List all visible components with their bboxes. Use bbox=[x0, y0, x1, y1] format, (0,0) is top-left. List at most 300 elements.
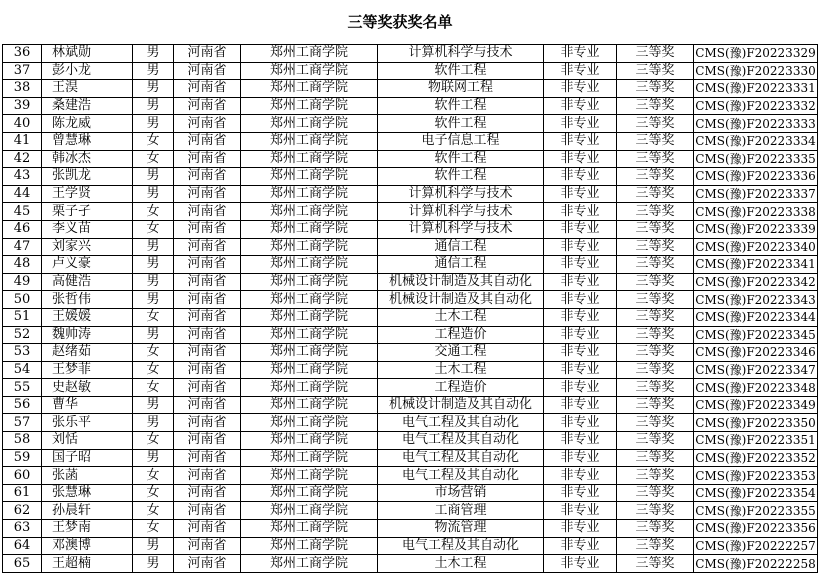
gender-cell: 女 bbox=[133, 203, 174, 221]
table-row bbox=[3, 273, 818, 291]
school-cell: 郑州工商学院 bbox=[241, 308, 378, 326]
award-level-cell: 三等奖 bbox=[617, 273, 694, 291]
award-table bbox=[2, 44, 818, 573]
row-number-cell: 60 bbox=[3, 467, 42, 485]
award-level-cell: 三等奖 bbox=[617, 185, 694, 203]
row-number-cell: 39 bbox=[3, 97, 42, 115]
category-cell: 非专业 bbox=[544, 220, 617, 238]
name-cell: 张菡 bbox=[42, 467, 133, 485]
province-cell: 河南省 bbox=[174, 555, 241, 573]
certificate-number-cell: CMS(豫)F20222258 bbox=[695, 556, 816, 571]
certificate-number-cell: CMS(豫)F20223329 bbox=[695, 46, 816, 61]
province-cell: 河南省 bbox=[174, 62, 241, 80]
major-cell: 机械设计制造及其自动化 bbox=[378, 291, 544, 309]
category-cell: 非专业 bbox=[544, 414, 617, 432]
table-row bbox=[3, 379, 818, 397]
province-cell: 河南省 bbox=[174, 520, 241, 538]
school-cell: 郑州工商学院 bbox=[241, 273, 378, 291]
table-row bbox=[3, 220, 818, 238]
school-cell: 郑州工商学院 bbox=[241, 326, 378, 344]
row-number-cell: 48 bbox=[3, 256, 42, 274]
name-cell: 王淏 bbox=[42, 80, 133, 98]
row-number-cell: 52 bbox=[3, 326, 42, 344]
certificate-number-cell: CMS(豫)F20223343 bbox=[695, 292, 816, 307]
name-cell: 高健浩 bbox=[42, 273, 133, 291]
name-cell: 刘家兴 bbox=[42, 238, 133, 256]
name-cell: 张慧琳 bbox=[42, 484, 133, 502]
major-cell: 物流管理 bbox=[378, 520, 544, 538]
row-number-cell: 45 bbox=[3, 203, 42, 221]
province-cell: 河南省 bbox=[174, 414, 241, 432]
province-cell: 河南省 bbox=[174, 168, 241, 186]
certificate-number-cell: CMS(豫)F20223354 bbox=[695, 486, 816, 501]
major-cell: 电气工程及其自动化 bbox=[378, 467, 544, 485]
row-number-cell: 44 bbox=[3, 185, 42, 203]
major-cell: 物联网工程 bbox=[378, 80, 544, 98]
award-level-cell: 三等奖 bbox=[617, 502, 694, 520]
name-cell: 桑建浩 bbox=[42, 97, 133, 115]
name-cell: 王超楠 bbox=[42, 555, 133, 573]
award-level-cell: 三等奖 bbox=[617, 344, 694, 362]
name-cell: 赵绪茹 bbox=[42, 344, 133, 362]
certificate-number-cell: CMS(豫)F20223351 bbox=[695, 433, 816, 448]
category-cell: 非专业 bbox=[544, 150, 617, 168]
gender-cell: 女 bbox=[133, 520, 174, 538]
page-title: 三等奖获奖名单 bbox=[347, 13, 453, 31]
name-cell: 曾慧琳 bbox=[42, 132, 133, 150]
table-row bbox=[3, 115, 818, 133]
award-level-cell: 三等奖 bbox=[617, 326, 694, 344]
gender-cell: 男 bbox=[133, 97, 174, 115]
table-row bbox=[3, 484, 818, 502]
category-cell: 非专业 bbox=[544, 502, 617, 520]
province-cell: 河南省 bbox=[174, 537, 241, 555]
category-cell: 非专业 bbox=[544, 555, 617, 573]
name-cell: 王梦菲 bbox=[42, 361, 133, 379]
certificate-number-cell: CMS(豫)F20223334 bbox=[695, 134, 816, 149]
certificate-number-cell: CMS(豫)F20223345 bbox=[695, 327, 816, 342]
name-cell: 张凯龙 bbox=[42, 168, 133, 186]
row-number-cell: 42 bbox=[3, 150, 42, 168]
table-row bbox=[3, 344, 818, 362]
name-cell: 李义苗 bbox=[42, 220, 133, 238]
table-row bbox=[3, 537, 818, 555]
row-number-cell: 65 bbox=[3, 555, 42, 573]
school-cell: 郑州工商学院 bbox=[241, 555, 378, 573]
name-cell: 王媛媛 bbox=[42, 308, 133, 326]
school-cell: 郑州工商学院 bbox=[241, 502, 378, 520]
certificate-number-cell: CMS(豫)F20223338 bbox=[695, 204, 816, 219]
award-level-cell: 三等奖 bbox=[617, 449, 694, 467]
major-cell: 电气工程及其自动化 bbox=[378, 432, 544, 450]
major-cell: 市场营销 bbox=[378, 484, 544, 502]
table-row bbox=[3, 502, 818, 520]
name-cell: 韩冰杰 bbox=[42, 150, 133, 168]
award-level-cell: 三等奖 bbox=[617, 396, 694, 414]
major-cell: 计算机科学与技术 bbox=[378, 220, 544, 238]
award-level-cell: 三等奖 bbox=[617, 256, 694, 274]
school-cell: 郑州工商学院 bbox=[241, 537, 378, 555]
name-cell: 王学贤 bbox=[42, 185, 133, 203]
major-cell: 电子信息工程 bbox=[378, 132, 544, 150]
province-cell: 河南省 bbox=[174, 115, 241, 133]
award-level-cell: 三等奖 bbox=[617, 432, 694, 450]
certificate-number-cell: CMS(豫)F20222257 bbox=[695, 538, 816, 553]
province-cell: 河南省 bbox=[174, 396, 241, 414]
row-number-cell: 63 bbox=[3, 520, 42, 538]
row-number-cell: 53 bbox=[3, 344, 42, 362]
certificate-number-cell: CMS(豫)F20223333 bbox=[695, 116, 816, 131]
award-level-cell: 三等奖 bbox=[617, 203, 694, 221]
gender-cell: 男 bbox=[133, 168, 174, 186]
name-cell: 彭小龙 bbox=[42, 62, 133, 80]
category-cell: 非专业 bbox=[544, 45, 617, 63]
province-cell: 河南省 bbox=[174, 273, 241, 291]
school-cell: 郑州工商学院 bbox=[241, 132, 378, 150]
row-number-cell: 41 bbox=[3, 132, 42, 150]
row-number-cell: 61 bbox=[3, 484, 42, 502]
certificate-number-cell: CMS(豫)F20223348 bbox=[695, 380, 816, 395]
category-cell: 非专业 bbox=[544, 308, 617, 326]
certificate-number-cell: CMS(豫)F20223346 bbox=[695, 345, 816, 360]
gender-cell: 男 bbox=[133, 62, 174, 80]
school-cell: 郑州工商学院 bbox=[241, 361, 378, 379]
award-level-cell: 三等奖 bbox=[617, 168, 694, 186]
certificate-number-cell: CMS(豫)F20223341 bbox=[695, 257, 816, 272]
row-number-cell: 37 bbox=[3, 62, 42, 80]
certificate-number-cell: CMS(豫)F20223339 bbox=[695, 222, 816, 237]
major-cell: 电气工程及其自动化 bbox=[378, 449, 544, 467]
major-cell: 通信工程 bbox=[378, 256, 544, 274]
gender-cell: 女 bbox=[133, 432, 174, 450]
table-row bbox=[3, 132, 818, 150]
gender-cell: 女 bbox=[133, 220, 174, 238]
row-number-cell: 47 bbox=[3, 238, 42, 256]
certificate-number-cell: CMS(豫)F20223356 bbox=[695, 521, 816, 536]
table-row bbox=[3, 449, 818, 467]
category-cell: 非专业 bbox=[544, 484, 617, 502]
category-cell: 非专业 bbox=[544, 449, 617, 467]
major-cell: 电气工程及其自动化 bbox=[378, 537, 544, 555]
major-cell: 交通工程 bbox=[378, 344, 544, 362]
gender-cell: 女 bbox=[133, 484, 174, 502]
major-cell: 计算机科学与技术 bbox=[378, 203, 544, 221]
row-number-cell: 57 bbox=[3, 414, 42, 432]
major-cell: 工程造价 bbox=[378, 379, 544, 397]
table-row bbox=[3, 238, 818, 256]
school-cell: 郑州工商学院 bbox=[241, 414, 378, 432]
gender-cell: 男 bbox=[133, 115, 174, 133]
table-row bbox=[3, 555, 818, 573]
major-cell: 机械设计制造及其自动化 bbox=[378, 273, 544, 291]
school-cell: 郑州工商学院 bbox=[241, 467, 378, 485]
category-cell: 非专业 bbox=[544, 97, 617, 115]
major-cell: 软件工程 bbox=[378, 97, 544, 115]
school-cell: 郑州工商学院 bbox=[241, 97, 378, 115]
name-cell: 王梦南 bbox=[42, 520, 133, 538]
row-number-cell: 46 bbox=[3, 220, 42, 238]
category-cell: 非专业 bbox=[544, 80, 617, 98]
table-row bbox=[3, 361, 818, 379]
school-cell: 郑州工商学院 bbox=[241, 520, 378, 538]
name-cell: 孙晨轩 bbox=[42, 502, 133, 520]
province-cell: 河南省 bbox=[174, 467, 241, 485]
gender-cell: 女 bbox=[133, 361, 174, 379]
name-cell: 张乐平 bbox=[42, 414, 133, 432]
category-cell: 非专业 bbox=[544, 115, 617, 133]
province-cell: 河南省 bbox=[174, 308, 241, 326]
certificate-number-cell: CMS(豫)F20223337 bbox=[695, 187, 816, 202]
school-cell: 郑州工商学院 bbox=[241, 238, 378, 256]
major-cell: 通信工程 bbox=[378, 238, 544, 256]
gender-cell: 男 bbox=[133, 291, 174, 309]
gender-cell: 男 bbox=[133, 537, 174, 555]
province-cell: 河南省 bbox=[174, 80, 241, 98]
row-number-cell: 54 bbox=[3, 361, 42, 379]
award-level-cell: 三等奖 bbox=[617, 414, 694, 432]
certificate-number-cell: CMS(豫)F20223352 bbox=[695, 450, 816, 465]
major-cell: 机械设计制造及其自动化 bbox=[378, 396, 544, 414]
award-level-cell: 三等奖 bbox=[617, 62, 694, 80]
category-cell: 非专业 bbox=[544, 132, 617, 150]
table-row bbox=[3, 97, 818, 115]
table-row bbox=[3, 308, 818, 326]
row-number-cell: 64 bbox=[3, 537, 42, 555]
certificate-number-cell: CMS(豫)F20223330 bbox=[695, 63, 816, 78]
award-level-cell: 三等奖 bbox=[617, 150, 694, 168]
gender-cell: 男 bbox=[133, 185, 174, 203]
province-cell: 河南省 bbox=[174, 344, 241, 362]
table-row bbox=[3, 396, 818, 414]
table-row bbox=[3, 150, 818, 168]
major-cell: 计算机科学与技术 bbox=[378, 45, 544, 63]
row-number-cell: 40 bbox=[3, 115, 42, 133]
category-cell: 非专业 bbox=[544, 361, 617, 379]
school-cell: 郑州工商学院 bbox=[241, 379, 378, 397]
gender-cell: 男 bbox=[133, 449, 174, 467]
school-cell: 郑州工商学院 bbox=[241, 62, 378, 80]
gender-cell: 女 bbox=[133, 344, 174, 362]
certificate-number-cell: CMS(豫)F20223340 bbox=[695, 239, 816, 254]
award-level-cell: 三等奖 bbox=[617, 467, 694, 485]
major-cell: 工程造价 bbox=[378, 326, 544, 344]
gender-cell: 男 bbox=[133, 80, 174, 98]
gender-cell: 女 bbox=[133, 132, 174, 150]
category-cell: 非专业 bbox=[544, 62, 617, 80]
school-cell: 郑州工商学院 bbox=[241, 220, 378, 238]
table-row bbox=[3, 80, 818, 98]
name-cell: 魏帅涛 bbox=[42, 326, 133, 344]
row-number-cell: 56 bbox=[3, 396, 42, 414]
name-cell: 栗子孑 bbox=[42, 203, 133, 221]
major-cell: 计算机科学与技术 bbox=[378, 185, 544, 203]
award-level-cell: 三等奖 bbox=[617, 132, 694, 150]
certificate-number-cell: CMS(豫)F20223355 bbox=[695, 503, 816, 518]
table-row bbox=[3, 45, 818, 63]
name-cell: 陈龙威 bbox=[42, 115, 133, 133]
row-number-cell: 62 bbox=[3, 502, 42, 520]
category-cell: 非专业 bbox=[544, 520, 617, 538]
table-row bbox=[3, 467, 818, 485]
major-cell: 土木工程 bbox=[378, 555, 544, 573]
major-cell: 软件工程 bbox=[378, 168, 544, 186]
province-cell: 河南省 bbox=[174, 256, 241, 274]
gender-cell: 女 bbox=[133, 150, 174, 168]
category-cell: 非专业 bbox=[544, 185, 617, 203]
gender-cell: 男 bbox=[133, 396, 174, 414]
category-cell: 非专业 bbox=[544, 537, 617, 555]
category-cell: 非专业 bbox=[544, 273, 617, 291]
province-cell: 河南省 bbox=[174, 220, 241, 238]
award-level-cell: 三等奖 bbox=[617, 115, 694, 133]
name-cell: 曹华 bbox=[42, 396, 133, 414]
school-cell: 郑州工商学院 bbox=[241, 344, 378, 362]
gender-cell: 女 bbox=[133, 308, 174, 326]
major-cell: 软件工程 bbox=[378, 150, 544, 168]
award-level-cell: 三等奖 bbox=[617, 379, 694, 397]
gender-cell: 女 bbox=[133, 467, 174, 485]
province-cell: 河南省 bbox=[174, 502, 241, 520]
major-cell: 土木工程 bbox=[378, 361, 544, 379]
gender-cell: 男 bbox=[133, 45, 174, 63]
certificate-number-cell: CMS(豫)F20223347 bbox=[695, 362, 816, 377]
gender-cell: 男 bbox=[133, 256, 174, 274]
award-level-cell: 三等奖 bbox=[617, 520, 694, 538]
certificate-number-cell: CMS(豫)F20223335 bbox=[695, 151, 816, 166]
name-cell: 卢义豪 bbox=[42, 256, 133, 274]
award-level-cell: 三等奖 bbox=[617, 80, 694, 98]
row-number-cell: 49 bbox=[3, 273, 42, 291]
category-cell: 非专业 bbox=[544, 238, 617, 256]
category-cell: 非专业 bbox=[544, 291, 617, 309]
major-cell: 电气工程及其自动化 bbox=[378, 414, 544, 432]
category-cell: 非专业 bbox=[544, 379, 617, 397]
certificate-number-cell: CMS(豫)F20223342 bbox=[695, 275, 816, 290]
major-cell: 软件工程 bbox=[378, 62, 544, 80]
row-number-cell: 51 bbox=[3, 308, 42, 326]
gender-cell: 男 bbox=[133, 326, 174, 344]
award-level-cell: 三等奖 bbox=[617, 291, 694, 309]
name-cell: 邓澳博 bbox=[42, 537, 133, 555]
table-row bbox=[3, 291, 818, 309]
province-cell: 河南省 bbox=[174, 484, 241, 502]
row-number-cell: 43 bbox=[3, 168, 42, 186]
category-cell: 非专业 bbox=[544, 326, 617, 344]
award-level-cell: 三等奖 bbox=[617, 484, 694, 502]
province-cell: 河南省 bbox=[174, 326, 241, 344]
table-row bbox=[3, 256, 818, 274]
table-row bbox=[3, 520, 818, 538]
award-level-cell: 三等奖 bbox=[617, 220, 694, 238]
school-cell: 郑州工商学院 bbox=[241, 168, 378, 186]
school-cell: 郑州工商学院 bbox=[241, 484, 378, 502]
category-cell: 非专业 bbox=[544, 432, 617, 450]
category-cell: 非专业 bbox=[544, 467, 617, 485]
major-cell: 软件工程 bbox=[378, 115, 544, 133]
school-cell: 郑州工商学院 bbox=[241, 185, 378, 203]
category-cell: 非专业 bbox=[544, 396, 617, 414]
school-cell: 郑州工商学院 bbox=[241, 45, 378, 63]
province-cell: 河南省 bbox=[174, 361, 241, 379]
certificate-number-cell: CMS(豫)F20223353 bbox=[695, 468, 816, 483]
name-cell: 刘恬 bbox=[42, 432, 133, 450]
award-level-cell: 三等奖 bbox=[617, 97, 694, 115]
category-cell: 非专业 bbox=[544, 344, 617, 362]
name-cell: 国子昭 bbox=[42, 449, 133, 467]
name-cell: 张哲伟 bbox=[42, 291, 133, 309]
school-cell: 郑州工商学院 bbox=[241, 256, 378, 274]
award-level-cell: 三等奖 bbox=[617, 308, 694, 326]
row-number-cell: 50 bbox=[3, 291, 42, 309]
row-number-cell: 59 bbox=[3, 449, 42, 467]
school-cell: 郑州工商学院 bbox=[241, 115, 378, 133]
table-row bbox=[3, 168, 818, 186]
gender-cell: 男 bbox=[133, 555, 174, 573]
table-row bbox=[3, 414, 818, 432]
province-cell: 河南省 bbox=[174, 45, 241, 63]
province-cell: 河南省 bbox=[174, 185, 241, 203]
award-level-cell: 三等奖 bbox=[617, 238, 694, 256]
award-level-cell: 三等奖 bbox=[617, 537, 694, 555]
school-cell: 郑州工商学院 bbox=[241, 449, 378, 467]
gender-cell: 女 bbox=[133, 379, 174, 397]
province-cell: 河南省 bbox=[174, 203, 241, 221]
award-level-cell: 三等奖 bbox=[617, 361, 694, 379]
row-number-cell: 55 bbox=[3, 379, 42, 397]
province-cell: 河南省 bbox=[174, 432, 241, 450]
province-cell: 河南省 bbox=[174, 449, 241, 467]
school-cell: 郑州工商学院 bbox=[241, 432, 378, 450]
certificate-number-cell: CMS(豫)F20223350 bbox=[695, 415, 816, 430]
table-row bbox=[3, 432, 818, 450]
school-cell: 郑州工商学院 bbox=[241, 291, 378, 309]
province-cell: 河南省 bbox=[174, 291, 241, 309]
school-cell: 郑州工商学院 bbox=[241, 80, 378, 98]
certificate-number-cell: CMS(豫)F20223336 bbox=[695, 169, 816, 184]
table-row bbox=[3, 203, 818, 221]
award-level-cell: 三等奖 bbox=[617, 555, 694, 573]
certificate-number-cell: CMS(豫)F20223332 bbox=[695, 99, 816, 114]
province-cell: 河南省 bbox=[174, 379, 241, 397]
table-row bbox=[3, 185, 818, 203]
name-cell: 史赵敏 bbox=[42, 379, 133, 397]
province-cell: 河南省 bbox=[174, 150, 241, 168]
category-cell: 非专业 bbox=[544, 203, 617, 221]
table-row bbox=[3, 62, 818, 80]
award-level-cell: 三等奖 bbox=[617, 45, 694, 63]
school-cell: 郑州工商学院 bbox=[241, 150, 378, 168]
province-cell: 河南省 bbox=[174, 132, 241, 150]
name-cell: 林斌勋 bbox=[42, 45, 133, 63]
table-row bbox=[3, 326, 818, 344]
province-cell: 河南省 bbox=[174, 97, 241, 115]
gender-cell: 男 bbox=[133, 273, 174, 291]
major-cell: 工商管理 bbox=[378, 502, 544, 520]
major-cell: 土木工程 bbox=[378, 308, 544, 326]
school-cell: 郑州工商学院 bbox=[241, 396, 378, 414]
certificate-number-cell: CMS(豫)F20223331 bbox=[695, 81, 816, 96]
category-cell: 非专业 bbox=[544, 168, 617, 186]
gender-cell: 男 bbox=[133, 238, 174, 256]
row-number-cell: 58 bbox=[3, 432, 42, 450]
province-cell: 河南省 bbox=[174, 238, 241, 256]
school-cell: 郑州工商学院 bbox=[241, 203, 378, 221]
row-number-cell: 36 bbox=[3, 45, 42, 63]
row-number-cell: 38 bbox=[3, 80, 42, 98]
gender-cell: 女 bbox=[133, 502, 174, 520]
award-table-body bbox=[3, 45, 818, 573]
certificate-number-cell: CMS(豫)F20223349 bbox=[695, 398, 816, 413]
